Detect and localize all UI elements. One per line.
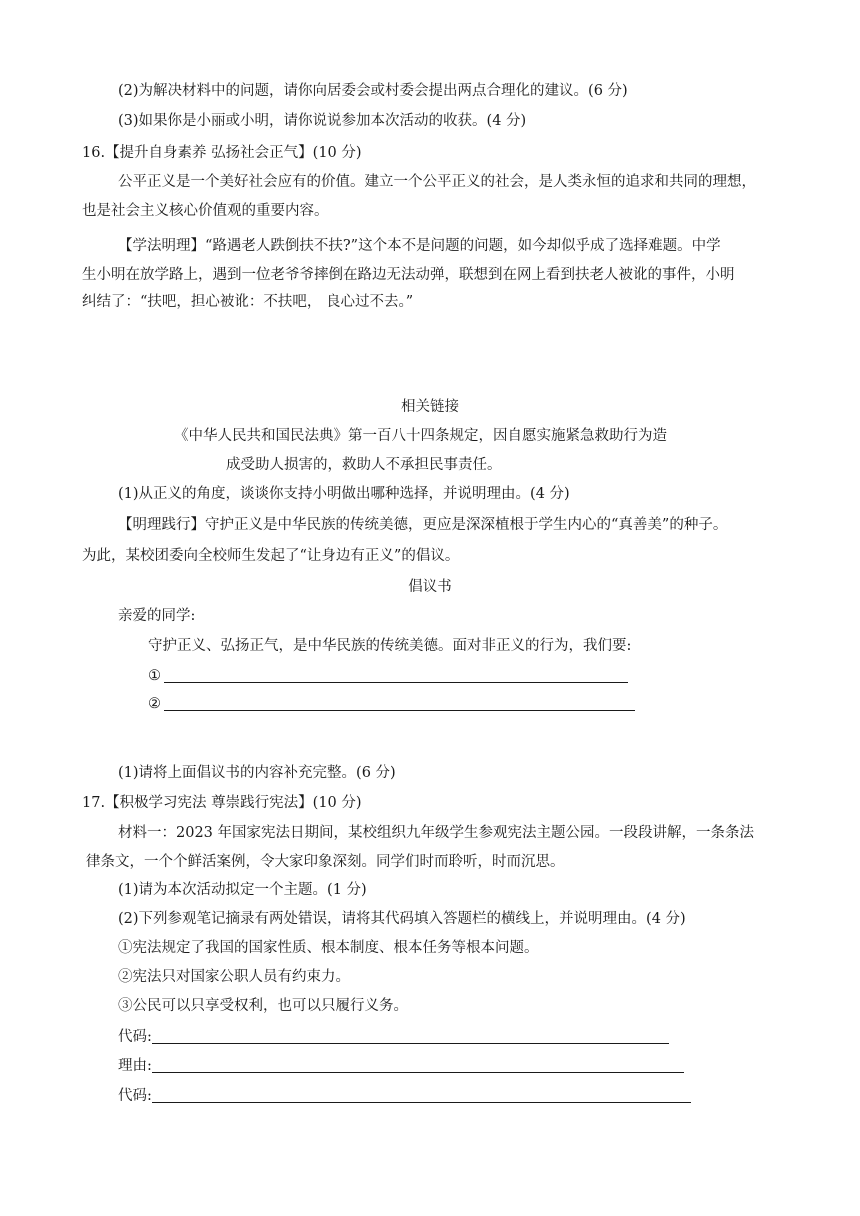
- q17-note-1: ①宪法规定了我国的国家性质、根本制度、根本任务等根本问题。: [118, 940, 539, 956]
- q17-material-line-2: 律条文，一个个鲜活案例，令大家印象深刻。同学们时而聆听，时而沉思。: [86, 854, 565, 870]
- answer-code-2-blank[interactable]: [152, 1102, 691, 1103]
- proposal-title: 倡议书: [408, 579, 452, 595]
- answer-reason-label: 理由:: [118, 1058, 152, 1074]
- q17-note-3: ③公民可以只享受权利，也可以只履行义务。: [118, 998, 408, 1014]
- proposal-greeting: 亲爱的同学:: [118, 608, 196, 624]
- q17-heading: 17.【积极学习宪法 尊崇践行宪法】(10 分): [82, 795, 362, 811]
- q16-sub1: (1)从正义的角度，谈谈你支持小明做出哪种选择，并说明理由。(4 分): [118, 486, 570, 502]
- q15-sub2: (2)为解决材料中的问题，请你向居委会或村委会提出两点合理化的建议。(6 分): [118, 83, 628, 99]
- q17-sub1: (1)请为本次活动拟定一个主题。(1 分): [118, 882, 367, 898]
- q16-xuefa-line-2: 生小明在放学路上，遇到一位老爷爷摔倒在路边无法动弹，联想到在网上看到扶老人被讹的事件，小明: [82, 267, 735, 283]
- q16-xuefa-line-3: 纠结了：“扶吧，担心被讹：不扶吧， 良心过不去。”: [82, 294, 414, 310]
- q16-xuefa-line-1: 【学法明理】“路遇老人跌倒扶不扶?”这个本不是问题的问题，如今却似乎成了选择难题。中学: [118, 238, 721, 254]
- q16-intro-line-1: 公平正义是一个美好社会应有的价值。建立一个公平正义的社会，是人类永恒的追求和共同的理想，: [118, 174, 756, 190]
- q17-note-2: ②宪法只对国家公职人员有约束力。: [118, 969, 350, 985]
- q16-mingli-line-1: 【明理践行】守护正义是中华民族的传统美德，更应是深深植根于学生内心的“真善美”的种子。: [118, 517, 728, 533]
- related-link-line-1: 《中华人民共和国民法典》第一百八十四条规定，因自愿实施紧急救助行为造: [174, 428, 667, 444]
- related-link-line-2: 成受助人损害的，救助人不承担民事责任。: [226, 457, 502, 473]
- related-link-title: 相关链接: [401, 399, 459, 415]
- answer-code-blank[interactable]: [152, 1043, 669, 1044]
- proposal-body: 守护正义、弘扬正气，是中华民族的传统美德。面对非正义的行为，我们要:: [148, 638, 632, 654]
- proposal-item-2-blank[interactable]: [164, 710, 635, 711]
- answer-code-label: 代码:: [118, 1029, 152, 1045]
- q16-sub1b: (1)请将上面倡议书的内容补充完整。(6 分): [118, 765, 396, 781]
- q17-material-line-1: 材料一：2023 年国家宪法日期间，某校组织九年级学生参观宪法主题公园。一段段讲解，一条条法: [118, 825, 755, 841]
- q15-sub3: (3)如果你是小丽或小明，请你说说参加本次活动的收获。(4 分): [118, 113, 527, 129]
- q16-mingli-line-2: 为此，某校团委向全校师生发起了“让身边有正义”的倡议。: [82, 548, 460, 564]
- proposal-item-2-marker: ②: [148, 696, 161, 712]
- q17-sub2: (2)下列参观笔记摘录有两处错误，请将其代码填入答题栏的横线上，并说明理由。(4 分): [118, 911, 686, 927]
- q16-heading: 16.【提升自身素养 弘扬社会正气】(10 分): [82, 145, 362, 161]
- answer-reason-blank[interactable]: [152, 1072, 684, 1073]
- proposal-item-1-blank[interactable]: [164, 682, 628, 683]
- answer-code-2-label: 代码:: [118, 1088, 152, 1104]
- proposal-item-1-marker: ①: [148, 668, 161, 684]
- q16-intro-line-2: 也是社会主义核心价值观的重要内容。: [82, 203, 329, 219]
